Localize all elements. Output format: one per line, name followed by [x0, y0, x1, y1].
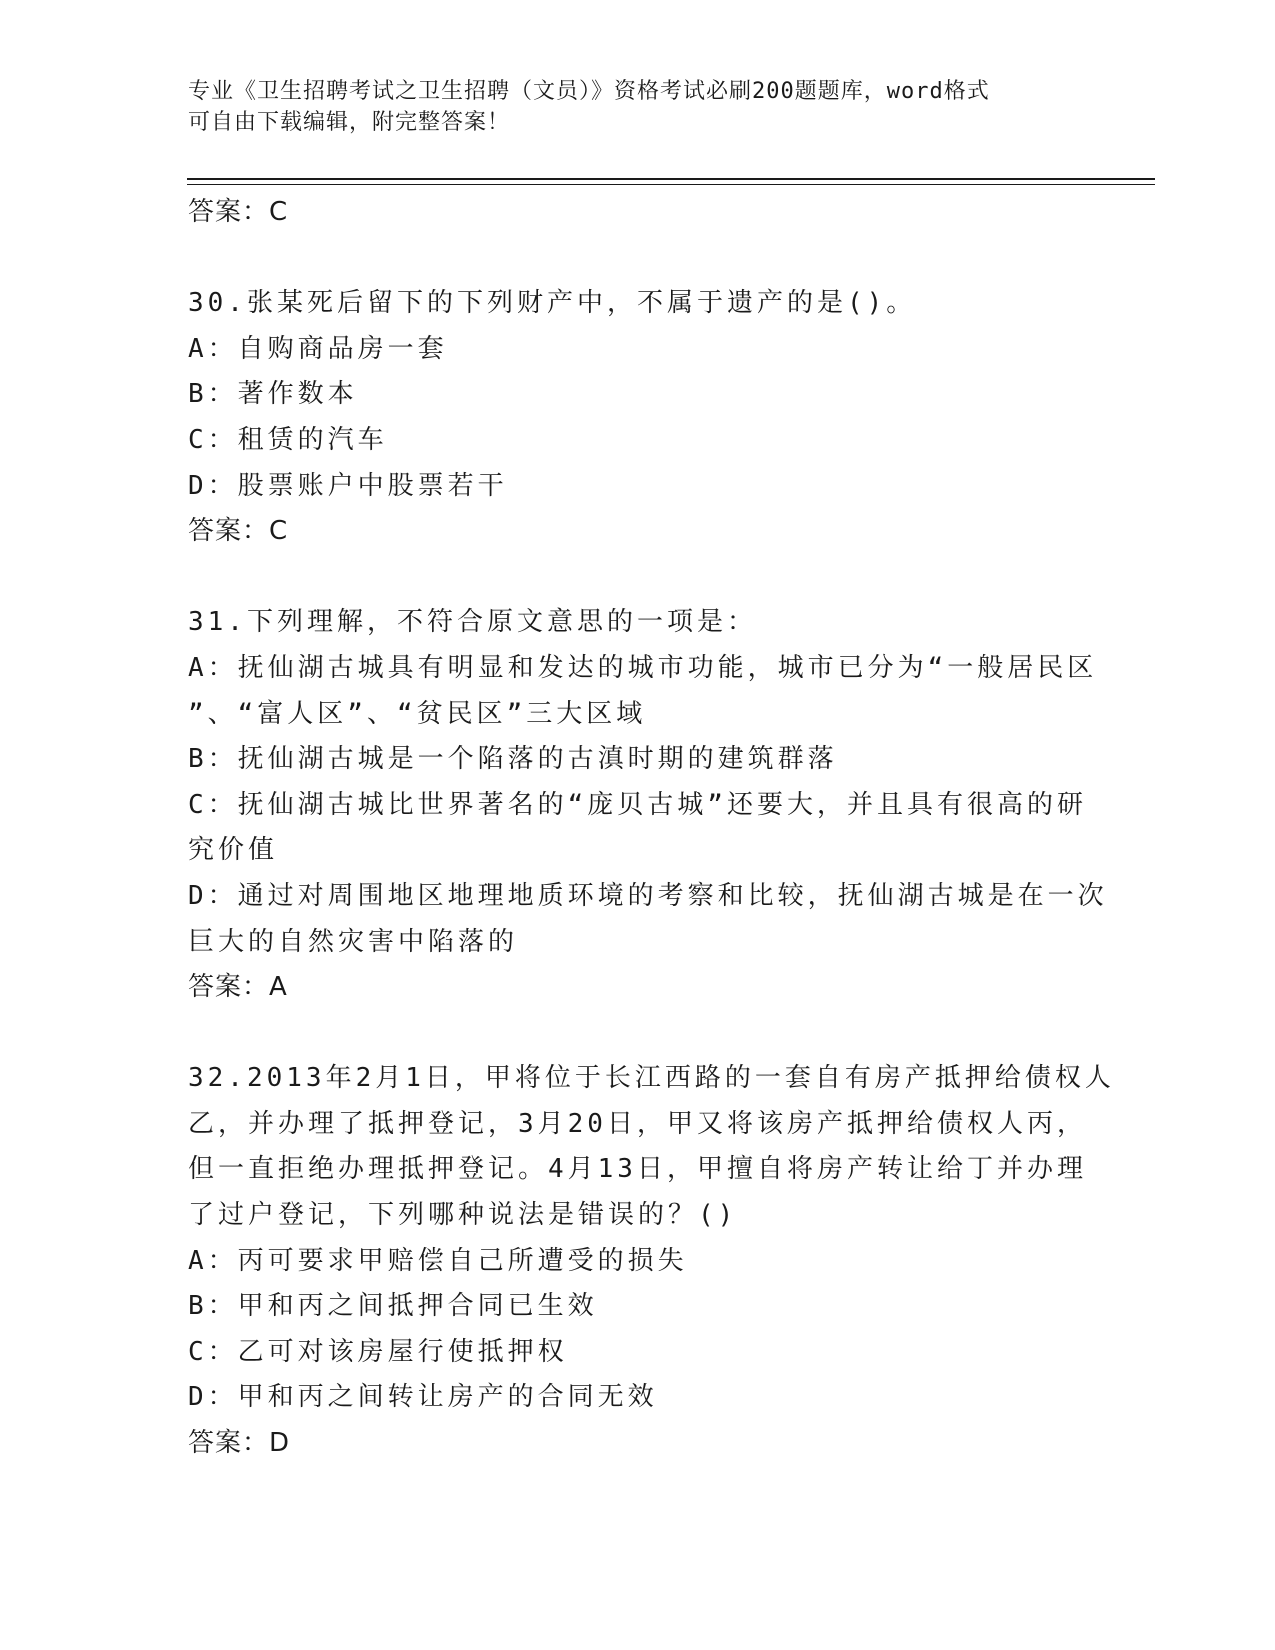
- question-31: [188, 600, 1108, 1010]
- option-b: B：著作数本: [188, 379, 358, 410]
- question-stem-continued: 但一直拒绝办理抵押登记。4月13日，甲擅自将房产转让给丁并办理: [188, 1154, 1087, 1185]
- answer: 答案：C: [188, 516, 289, 547]
- header-line-1: 专业《卫生招聘考试之卫生招聘（文员）》资格考试必刷200题题库，word格式: [188, 79, 990, 104]
- option-c-continued: 究价值: [188, 835, 279, 866]
- question-stem-continued: 了过户登记，下列哪种说法是错误的？(): [188, 1200, 738, 1231]
- document-header: [188, 76, 1088, 138]
- option-d: D：甲和丙之间转让房产的合同无效: [188, 1382, 658, 1413]
- option-c: C：租赁的汽车: [188, 424, 388, 455]
- answer: 答案：A: [188, 972, 288, 1003]
- spacer: [188, 236, 1088, 282]
- option-b: B：甲和丙之间抵押合同已生效: [188, 1291, 598, 1322]
- question-stem: 30.张某死后留下的下列财产中，不属于遗产的是()。: [188, 288, 917, 319]
- option-d: D：通过对周围地区地理地质环境的考察和比较，抚仙湖古城是在一次: [188, 880, 1108, 911]
- question-30: [188, 281, 1088, 555]
- option-a: A：自购商品房一套: [188, 333, 448, 364]
- option-a: A：丙可要求甲赔偿自己所遭受的损失: [188, 1245, 688, 1276]
- option-b: B：抚仙湖古城是一个陷落的古滇时期的建筑群落: [188, 744, 838, 775]
- option-c: C：乙可对该房屋行使抵押权: [188, 1336, 568, 1367]
- question-32: [188, 1056, 1115, 1466]
- spacer: [188, 1011, 1088, 1057]
- question-stem: 31.下列理解，不符合原文意思的一项是：: [188, 607, 757, 638]
- option-d: D：股票账户中股票若干: [188, 470, 508, 501]
- spacer: [188, 555, 1088, 601]
- option-c: C：抚仙湖古城比世界著名的“庞贝古城”还要大，并且具有很高的研: [188, 789, 1087, 820]
- option-a-continued: ”、“富人区”、“贫民区”三大区域: [188, 698, 647, 729]
- option-d-continued: 巨大的自然灾害中陷落的: [188, 926, 519, 957]
- answer-29: 答案：C: [188, 197, 289, 227]
- header-divider-thick: [187, 178, 1155, 180]
- question-stem-continued: 乙，并办理了抵押登记，3月20日，甲又将该房产抵押给债权人丙，: [188, 1108, 1087, 1139]
- option-a: A：抚仙湖古城具有明显和发达的城市功能，城市已分为“一般居民区: [188, 652, 1098, 683]
- question-stem: 32.2013年2月1日，甲将位于长江西路的一套自有房产抵押给债权人: [188, 1063, 1115, 1094]
- header-line-2: 可自由下载编辑，附完整答案！: [188, 110, 511, 135]
- header-divider-thin: [187, 184, 1155, 185]
- document-body: [188, 190, 1115, 1467]
- answer: 答案：D: [188, 1428, 291, 1459]
